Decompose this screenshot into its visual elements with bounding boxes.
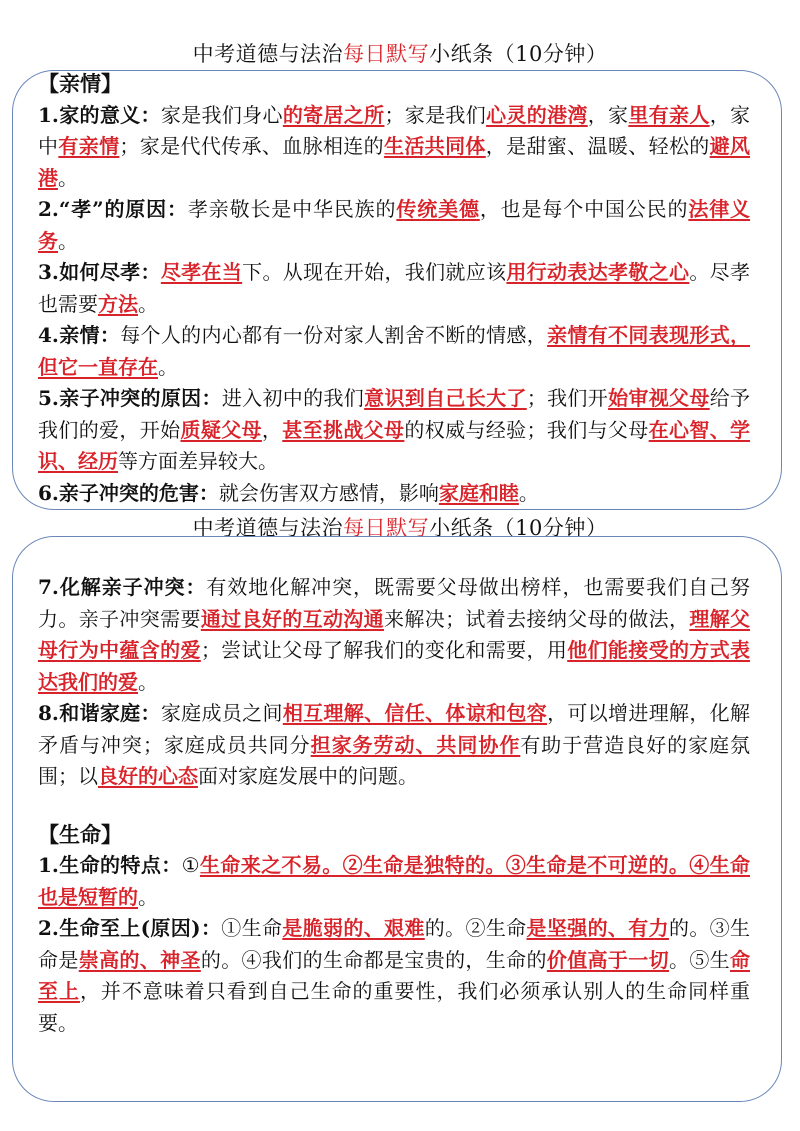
card-2-content	[38, 572, 750, 1039]
item-8: 8.和谐家庭：家庭成员之间相互理解、信任、体谅和包容，可以增进理解，化解矛盾与冲突；家庭成员共同分担家务劳动、共同协作有助于营造良好的家庭氛围；以良好的心态面对家庭发展中的问题。	[38, 701, 751, 788]
item-4: 4.亲情：每个人的内心都有一份对家人割舍不断的情感，亲情有不同表现形式，但它一直存在。	[38, 323, 751, 379]
item-1: 1.家的意义：家是我们身心的寄居之所；家是我们心灵的港湾，家里有亲人，家中有亲情；家是代代传承、血脉相连的生活共同体，是甜蜜、温暖、轻松的避风港。	[38, 102, 751, 190]
item-7: 7.化解亲子冲突：有效地化解冲突，既需要父母做出榜样，也需要我们自己努力。亲子冲突需要通过良好的互动沟通来解决；试着去接纳父母的做法，理解父母行为中蕴含的爱；尝试让父母了解我们的变化和需要，用他们能接受的方式表达我们的爱。	[38, 575, 751, 694]
item-3: 3.如何尽孝：尽孝在当下。从现在开始，我们就应该用行动表达孝敬之心。尽孝也需要方法。	[38, 260, 751, 316]
card-1-content	[38, 68, 750, 509]
item-6: 6.亲子冲突的危害：就会伤害双方感情，影响家庭和睦。	[38, 480, 539, 505]
section-heading-qinqing: 【亲情】	[38, 71, 122, 96]
life-item-2: 2.生命至上(原因)：①生命是脆弱的、艰难的。②生命是坚强的、有力的。③生命是崇高的、神圣的。④我们的生命都是宝贵的，生命的价值高于一切。⑤生命至上，并不意味着只看到自己生命的重要性，我们必须承认别人的生命同样重要。	[38, 916, 751, 1035]
life-item-1: 1.生命的特点：①生命来之不易。②生命是独特的。③生命是不可逆的。④生命也是短暂的。	[38, 853, 750, 909]
spacer	[38, 793, 750, 819]
section-heading-shengming: 【生命】	[38, 821, 122, 847]
page-title-2: 中考道德与法治每日默写小纸条（10分钟）	[192, 516, 608, 540]
item-5: 5.亲子冲突的原因：进入初中的我们意识到自己长大了；我们开始审视父母给予我们的爱，开始质疑父母，甚至挑战父母的权威与经验；我们与父母在心智、学识、经历等方面差异较大。	[38, 386, 751, 473]
page-title: 中考道德与法治每日默写小纸条（10分钟）	[192, 42, 608, 66]
item-2: 2.“孝”的原因：孝亲敬长是中华民族的传统美德，也是每个中国公民的法律义务。	[38, 197, 751, 253]
